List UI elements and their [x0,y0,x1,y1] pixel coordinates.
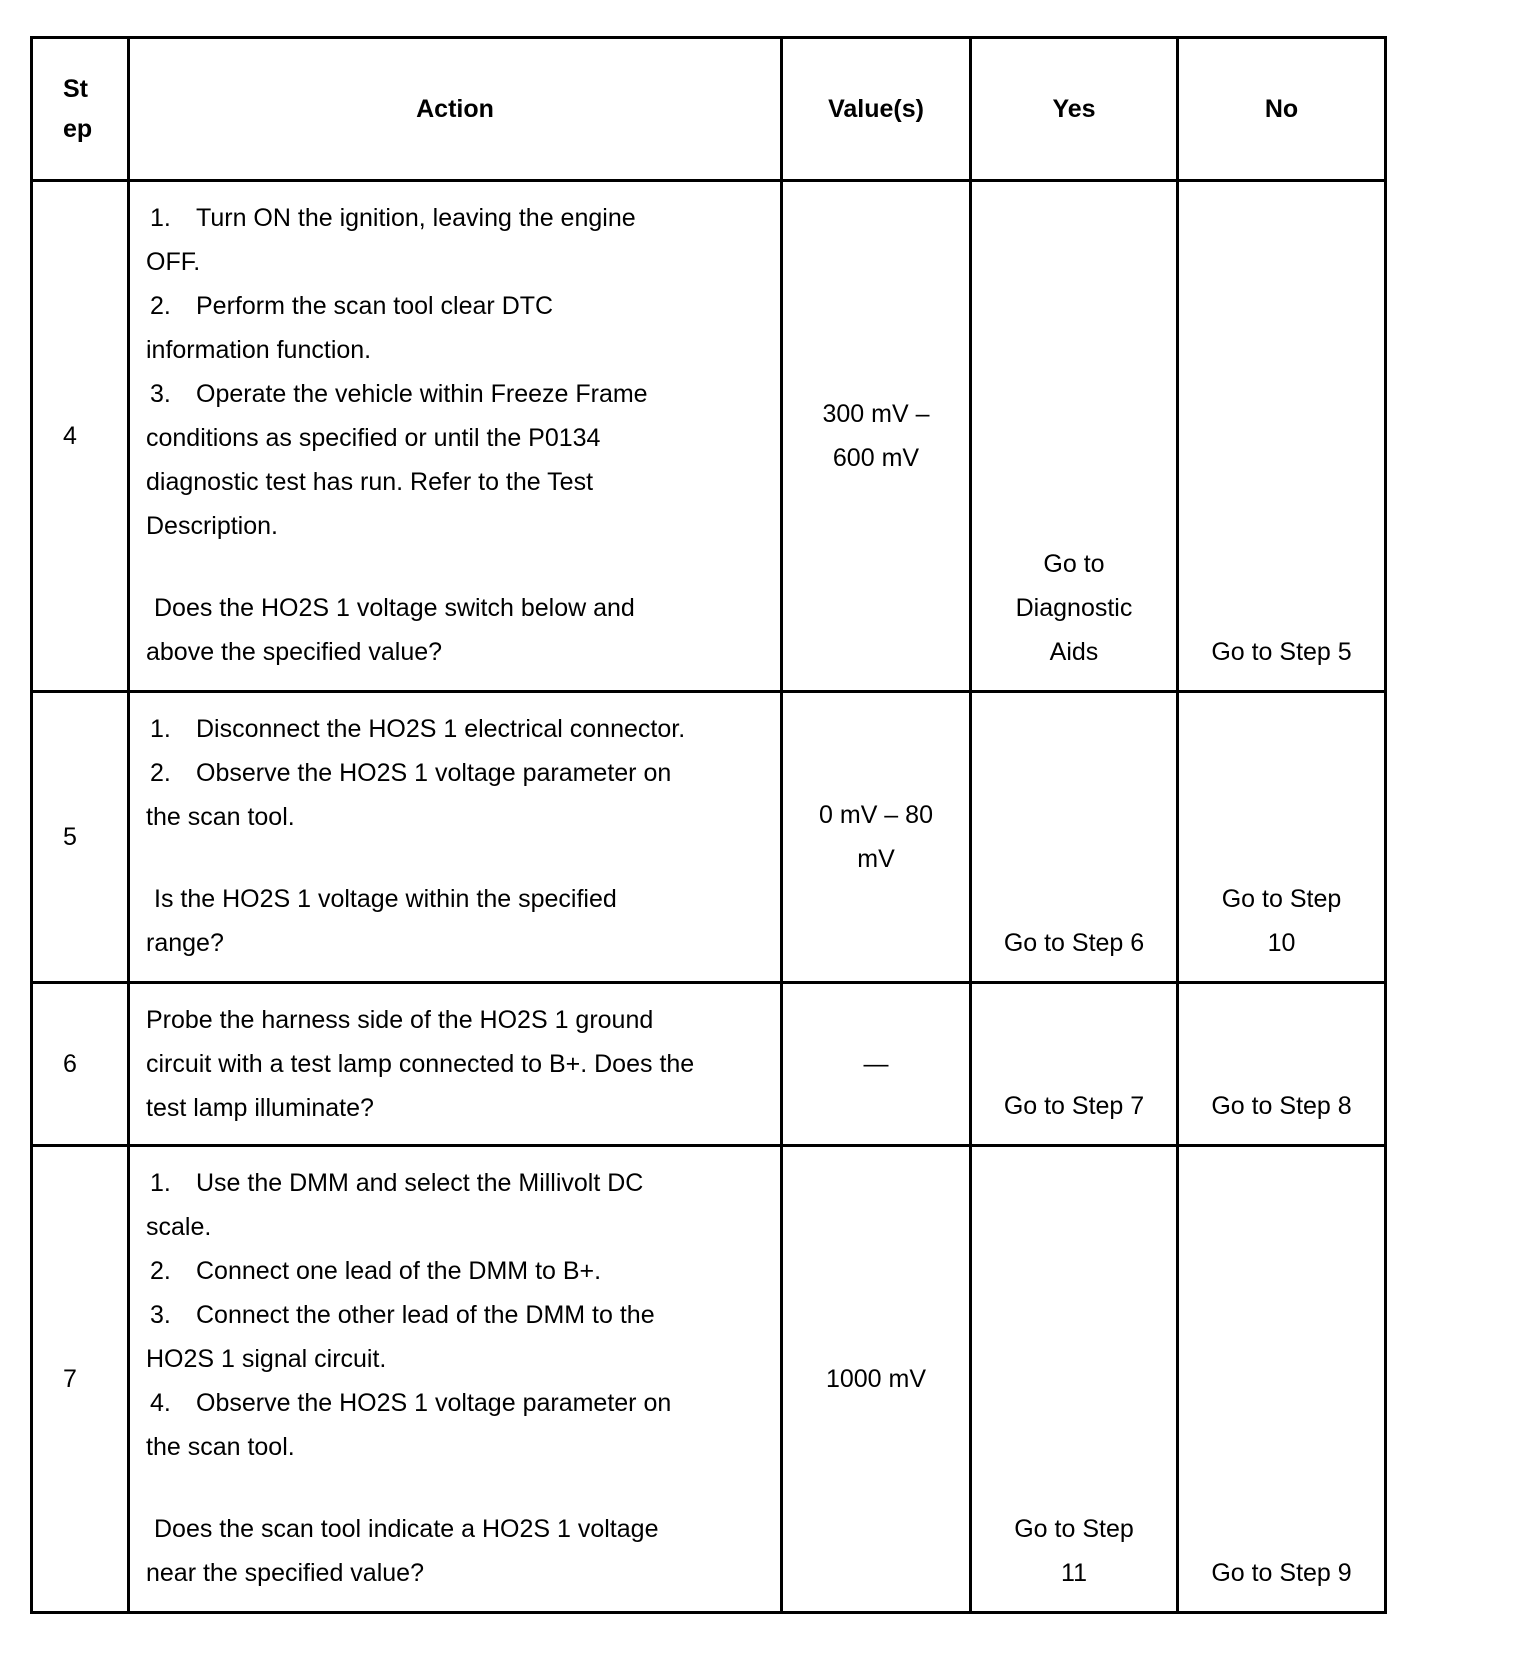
action-cell: 1. Use the DMM and select the Millivolt DC scale. 2. Connect one lead of the DMM to B+. 3. Connect the other lead of the DMM to the HO2S 1 signal circuit. 4. Observe the HO2S 1 voltage parameter on the scan tool. Does the scan tool indicate a HO2S 1 voltage near the specified value? [129,1146,782,1613]
yes-cell: Go to Step 6 [971,692,1178,983]
value-cell: 0 mV – 80 mV [782,692,971,983]
question-text: Does the scan tool indicate a HO2S 1 voltage [154,1515,659,1543]
no-cell: Go to Step 5 [1178,181,1386,692]
question-text: Is the HO2S 1 voltage within the specified [154,885,617,913]
no-cell: Go to Step 9 [1178,1146,1386,1613]
header-action: Action [129,38,782,181]
yes-cell: Go to Step 11 [971,1146,1178,1613]
yes-cell: Go to Diagnostic Aids [971,181,1178,692]
no-cell: Go to Step 8 [1178,983,1386,1146]
action-cell: 1. Turn ON the ignition, leaving the engine OFF. 2. Perform the scan tool clear DTC information function. 3. Operate the vehicle within Freeze Frame conditions as specified or until the P0134 diagnostic test has run. Refer to the Test Description. Does the HO2S 1 voltage switch below and above the specified value? [129,181,782,692]
header-row [32,38,1386,181]
step-number: 7 [32,1146,129,1613]
table-row-step-5 [32,692,1386,983]
value-cell: 1000 mV [782,1146,971,1613]
header-values: Value(s) [782,38,971,181]
step-number: 6 [32,983,129,1146]
step-number: 5 [32,692,129,983]
header-yes: Yes [971,38,1178,181]
action-cell: Probe the harness side of the HO2S 1 ground circuit with a test lamp connected to B+. Does the test lamp illuminate? [129,983,782,1146]
diagnostic-table [30,36,1387,1614]
header-no: No [1178,38,1386,181]
question-text: Does the HO2S 1 voltage switch below and [154,594,635,622]
step-number: 4 [32,181,129,692]
table-row-step-6 [32,983,1386,1146]
table-row-step-4 [32,181,1386,692]
table-row-step-7 [32,1146,1386,1613]
yes-cell: Go to Step 7 [971,983,1178,1146]
value-cell: — [782,983,971,1146]
value-cell: 300 mV – 600 mV [782,181,971,692]
header-step: St ep [32,38,129,181]
action-cell: 1. Disconnect the HO2S 1 electrical connector. 2. Observe the HO2S 1 voltage parameter on the scan tool. Is the HO2S 1 voltage within the specified range? [129,692,782,983]
no-cell: Go to Step 10 [1178,692,1386,983]
